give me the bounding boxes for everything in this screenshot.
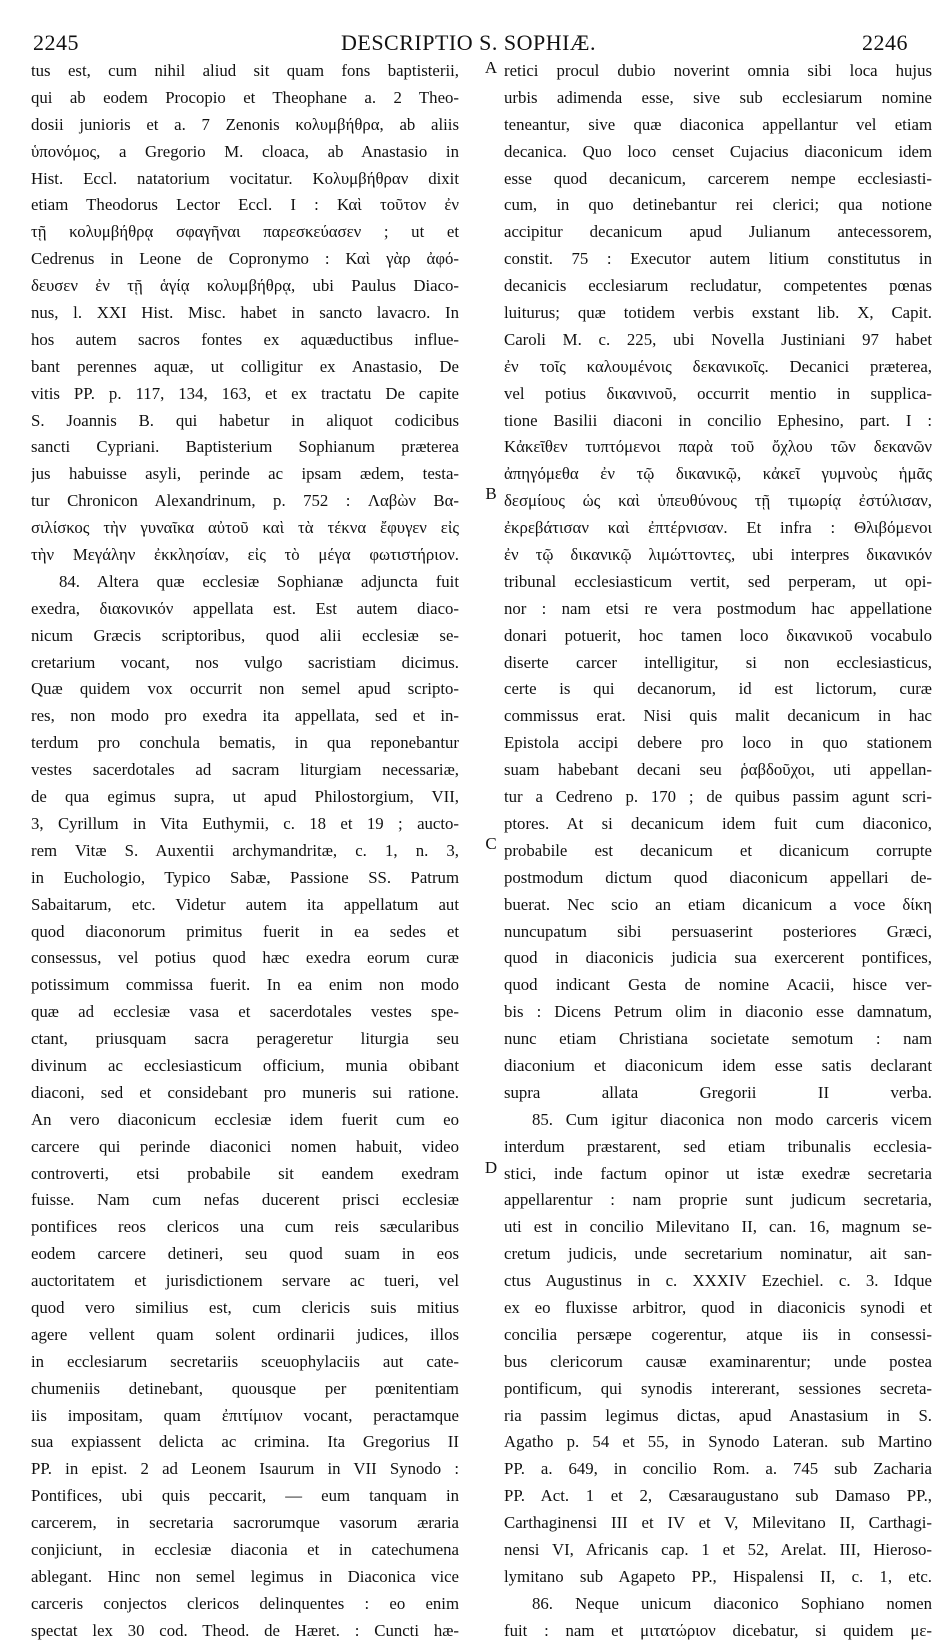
text-line: teneantur, sive quæ diaconica appellantur vel etiam bbox=[504, 114, 932, 134]
text-line: ἀπηγόμεθα ἐν τῷ δικανικῷ, κἀκεῖ γυμνοὺς ἡμᾶς bbox=[504, 464, 932, 484]
text-line: in Euchologio, Typico Sabæ, Passione SS. Patrum bbox=[31, 867, 459, 887]
text-line: sua expiassent delicta ac crimina. Ita Gregorius II bbox=[31, 1432, 459, 1452]
text-line: agere vellent quam solent ordinarii judices, illos bbox=[31, 1324, 459, 1344]
text-line: tus est, cum nihil aliud sit quam fons baptisterii, bbox=[31, 61, 459, 80]
text-line: res, non modo pro exedra ita appellata, sed et in- bbox=[31, 706, 459, 726]
text-line: buerat. Nec scio an etiam dicanicum a voce δίκη bbox=[504, 894, 932, 914]
text-line: σιλίσκος τὴν γυναῖκα αὐτοῦ καὶ τὰ τέκνα ἔφυγεν εἰς bbox=[31, 518, 459, 538]
text-line: PP. in epist. 2 ad Leonem Isaurum in VII Synodo : bbox=[31, 1459, 459, 1479]
left-column bbox=[31, 58, 459, 1645]
text-line: S. Joannis B. qui habetur in aliquot codicibus bbox=[31, 410, 459, 430]
text-line: Cedrenus in Leone de Copronymo : Καὶ γὰρ ἀφό- bbox=[31, 249, 459, 269]
text-line: diaconium et diaconicum idem esse satis declarant bbox=[504, 1055, 932, 1075]
text-line: quod in diaconicis judicia sua exercerent pontifices, bbox=[504, 948, 932, 968]
text-line: auctoritatem et jurisdictionem servare ac tueri, vel bbox=[31, 1271, 459, 1291]
text-line: constit. 75 : Executor autem litium constitutus in bbox=[504, 249, 932, 269]
margin-letter-d: D bbox=[484, 1158, 498, 1177]
text-line: 84. Altera quæ ecclesiæ Sophianæ adjuncta fuit bbox=[59, 571, 459, 591]
text-line: decanica. Quo loco censet Cujacius diaconicum idem bbox=[504, 141, 932, 161]
text-line: Quæ quidem vox occurrit non semel apud scripto- bbox=[31, 679, 459, 699]
text-line: potissimum commissa fuerit. In ea enim non modo bbox=[31, 975, 459, 995]
text-line: certe is qui decanorum, id est lictorum, curæ bbox=[504, 679, 932, 699]
text-line: in ecclesiarum secretariis sceuophylaciis aut cate- bbox=[31, 1351, 459, 1371]
text-line: fuisse. Nam cum nefas ducerent prisci ecclesiæ bbox=[31, 1190, 459, 1210]
text-line: tione Basilii diaconi in concilio Ephesino, part. I : bbox=[504, 410, 932, 430]
text-line: τῇ κολυμβήθρᾳ σφαγῆναι παρεσκεύασεν ; ut et bbox=[31, 222, 459, 242]
text-line: tur a Cedreno p. 170 ; de quibus passim agunt scri- bbox=[504, 787, 932, 807]
text-line: appellarentur : nam proprie sunt judicum secretaria, bbox=[504, 1190, 932, 1210]
text-line: Agatho p. 54 et 55, in Synodo Lateran. sub Martino bbox=[504, 1432, 932, 1452]
text-line: nuncupatum sibi persuaserint posteriores Græci, bbox=[504, 921, 932, 941]
text-line: commissus erat. Nisi quis malit decanicum in hac bbox=[504, 706, 932, 726]
text-line: diserte carcer intelligitur, si non ecclesiasticus, bbox=[504, 652, 932, 672]
text-line: pontificum, qui synodis intererant, sessiones secreta- bbox=[504, 1378, 932, 1398]
text-line: Caroli M. c. 225, ubi Novella Justiniani 97 habet bbox=[504, 329, 932, 349]
text-line: PP. a. 649, in concilio Rom. a. 745 sub Zacharia bbox=[504, 1459, 932, 1479]
text-line: nicum Græcis scriptoribus, quod alii ecclesiæ se- bbox=[31, 625, 459, 645]
text-line: terdum pro conchula bematis, in qua reponebantur bbox=[31, 733, 459, 753]
text-line: tur Chronicon Alexandrinum, p. 752 : Λαβὼν Βα- bbox=[31, 491, 459, 511]
text-line: urbis adimenda esse, sive sub ecclesiarum nomine bbox=[504, 87, 932, 107]
text-line: accipitur decanicum apud Julianum antecessorem, bbox=[504, 222, 932, 242]
text-line: ctant, priusquam sacra perageretur liturgia seu bbox=[31, 1029, 459, 1049]
text-line: esse quod decanicum, carcerem nempe ecclesiasti- bbox=[504, 168, 932, 188]
text-line: nor : nam etsi re vera postmodum hac appellatione bbox=[504, 598, 932, 618]
text-line: diaconi, sed et considebant pro muneris sui ratione. bbox=[31, 1082, 459, 1102]
text-line: decanicis ecclesiarum recludatur, competentes pœnas bbox=[504, 276, 932, 296]
text-line: carcerem, in secretaria sacrorumque vasorum æraria bbox=[31, 1513, 459, 1533]
text-line: carcere qui perinde diaconici nomen habuit, video bbox=[31, 1136, 459, 1156]
text-line: exedra, διακονικόν appellata est. Est autem diaco- bbox=[31, 598, 459, 618]
margin-letter-a: A bbox=[484, 58, 498, 77]
margin-letter-b: B bbox=[485, 484, 497, 503]
text-line: bant perennes aquæ, ut colligitur ex Anastasio, De bbox=[31, 356, 459, 376]
text-line: PP. Act. 1 et 2, Cæsaraugustano sub Damaso PP., bbox=[504, 1486, 932, 1506]
text-line: vestes sacerdotales ad sacram liturgiam necessariæ, bbox=[31, 760, 459, 780]
text-line: rem Vitæ S. Auxentii archymandritæ, c. 1, n. 3, bbox=[31, 840, 459, 860]
text-line: cretarium vocant, nos vulgo sacristiam dicimus. bbox=[31, 652, 459, 672]
text-line: vel potius δικανινοῦ, occurrit mentio in supplica- bbox=[504, 383, 932, 403]
text-line: ἐν τοῖς καλουμένοις δεκανικοῖς. Decanici præterea, bbox=[504, 356, 932, 376]
text-line: lymitano sub Agapeto PP., Hispalensi II, c. 1, etc. bbox=[504, 1566, 932, 1586]
text-line: δευσεν ἐν τῇ ἁγίᾳ κολυμβήθρᾳ, ubi Paulus Diaco- bbox=[31, 276, 459, 296]
text-line: ablegant. Hinc non semel legimus in Diaconica vice bbox=[31, 1566, 459, 1586]
text-line: ὑπονόμος, a Gregorio M. cloaca, ab Anastasio in bbox=[31, 141, 459, 161]
text-line: eodem carcere detineri, seu quod suam in eos bbox=[31, 1244, 459, 1264]
text-line: etiam Theodorus Lector Eccl. I : Καὶ τοῦτον ἐν bbox=[31, 195, 459, 215]
text-line: retici procul dubio noverint omnia sibi loca hujus bbox=[504, 61, 932, 80]
text-line: stici, inde factum opinor ut istæ exedræ secretaria bbox=[504, 1163, 932, 1183]
text-line: hos autem sacros fontes ex aquæductibus influe- bbox=[31, 329, 459, 349]
margin-letter-c: C bbox=[485, 834, 497, 853]
text-line: de qua egimus supra, ut apud Philostorgium, VII, bbox=[31, 787, 459, 807]
text-line: concilia persæpe cogerentur, atque iis in consessi- bbox=[504, 1324, 932, 1344]
text-line: qui ab eodem Procopio et Theophane a. 2 Theo- bbox=[31, 87, 459, 107]
text-line: nus, l. XXI Hist. Misc. habet in sancto lavacro. In bbox=[31, 303, 459, 323]
text-line: suam habebant decani seu ῥαβδοῦχοι, uti appellan- bbox=[504, 760, 932, 780]
text-line: Carthaginensi III et IV et V, Milevitano II, Carthagi- bbox=[504, 1513, 932, 1533]
text-line: jus habuisse asyli, perinde ac ipsam ædem, testa- bbox=[31, 464, 459, 484]
text-line: supra allata Gregorii II verba. bbox=[504, 1082, 932, 1102]
running-header bbox=[25, 22, 912, 58]
text-line: bus clericorum causæ examinarentur; unde postea bbox=[504, 1351, 932, 1371]
text-line: cretum judicis, unde secretarium nominatur, ait san- bbox=[504, 1244, 932, 1264]
text-line: spectat lex 30 cod. Theod. de Hæret. : Cuncti hæ- bbox=[31, 1620, 459, 1640]
text-line: Sabaitarum, etc. Videtur autem ita appellatum aut bbox=[31, 894, 459, 914]
text-line: Epistola accipi debere pro loco in quo stationem bbox=[504, 733, 932, 753]
text-line: interdum præstarent, sed etiam tribunalis ecclesia- bbox=[504, 1136, 932, 1156]
text-line: sancti Cypriani. Baptisterium Sophianum præterea bbox=[31, 437, 459, 457]
text-line: Κἀκεῖθεν τυπτόμενοι παρὰ τοῦ ὄχλου τῶν δεκανῶν bbox=[504, 437, 932, 457]
text-line: An vero diaconicum ecclesiæ idem fuerit cum eo bbox=[31, 1109, 459, 1129]
text-line: divinum ac ecclesiasticum officium, munia obibant bbox=[31, 1055, 459, 1075]
text-line: Pontifices, ubi quis peccarit, — eum tanquam in bbox=[31, 1486, 459, 1506]
text-line: luiturus; quæ totidem verbis exstant lib. X, Capit. bbox=[504, 303, 932, 323]
page-number-left: 2245 bbox=[33, 30, 79, 55]
text-line: iis impositam, quam ἐπιτίμιον vocant, peractamque bbox=[31, 1405, 459, 1425]
text-line: uti est in concilio Milevitano II, can. 16, magnum se- bbox=[504, 1217, 932, 1237]
text-line: probabile est decanicum et dicanicum corrupte bbox=[504, 840, 932, 860]
text-columns bbox=[25, 58, 932, 1640]
text-line: ex eo fluxisse arbitror, quod in diaconicis synodi et bbox=[504, 1297, 932, 1317]
text-line: cum, in quo detinebantur rei clerici; qua notione bbox=[504, 195, 932, 215]
text-line: quod indicant Gesta de nomine Acacii, hisce ver- bbox=[504, 975, 932, 995]
text-line: quod diaconorum primitus fuerit in ea sedes et bbox=[31, 921, 459, 941]
text-line: ἐκρεβάτισαν καὶ ἐπτέρνισαν. Et infra : Θλιβόμενοι bbox=[504, 518, 932, 538]
text-line: quod vero similius est, cum clericis suis mitius bbox=[31, 1297, 459, 1317]
text-line: ria passim legimus dictas, apud Anastasium in S. bbox=[504, 1405, 932, 1425]
text-line: dosii junioris et a. 7 Zenonis κολυμβήθρα, ab aliis bbox=[31, 114, 459, 134]
running-title: DESCRIPTIO S. SOPHIÆ. bbox=[341, 30, 596, 55]
text-line: nensi VI, Africanis cap. 1 et 52, Arelat. III, Hieroso- bbox=[504, 1539, 932, 1559]
text-line: ptores. At si decanicum idem fuit cum diaconico, bbox=[504, 813, 932, 833]
text-line: fuit : nam et μιτατώριον dicebatur, si quidem με- bbox=[504, 1620, 932, 1640]
text-line: chumeniis detinebant, quousque per pœnitentiam bbox=[31, 1378, 459, 1398]
text-line: pontifices reos clericos una cum reis sæcularibus bbox=[31, 1217, 459, 1237]
text-line: nunc etiam Christiana societate semotum : nam bbox=[504, 1029, 932, 1049]
text-line: 3, Cyrillum in Vita Euthymii, c. 18 et 19 ; aucto- bbox=[31, 813, 459, 833]
text-line: conjiciunt, in ecclesiæ diaconia et in catechumena bbox=[31, 1539, 459, 1559]
text-line: ctus Augustinus in c. XXXIV Ezechiel. c. 3. Idque bbox=[504, 1271, 932, 1291]
text-line: Hist. Eccl. natatorium vocitatur. Κολυμβήθραν dixit bbox=[31, 168, 459, 188]
text-line: quæ ad ecclesiæ vasa et sacerdotales vestes spe- bbox=[31, 1002, 459, 1022]
text-line: controverti, etsi probabile sit eandem exedram bbox=[31, 1163, 459, 1183]
text-line: consessus, vel potius quod hæc exedra eorum curæ bbox=[31, 948, 459, 968]
text-line: δεσμίους ὡς καὶ ὑπευθύνους τῇ τιμωρίᾳ ἐστύλισαν, bbox=[504, 491, 932, 511]
right-column bbox=[504, 58, 932, 1645]
page-number-right: 2246 bbox=[862, 30, 908, 55]
text-line: tribunal ecclesiasticum vertit, sed perperam, ut opi- bbox=[504, 571, 932, 591]
text-line: donari potuerit, hoc tamen loco δικανικοῦ vocabulo bbox=[504, 625, 932, 645]
text-line: 85. Cum igitur diaconica non modo carceris vicem bbox=[532, 1109, 932, 1129]
text-line: vitis PP. p. 117, 134, 163, et ex tractatu De capite bbox=[31, 383, 459, 403]
text-line: bis : Dicens Petrum olim in diaconio esse damnatum, bbox=[504, 1002, 932, 1022]
text-line: τὴν Μεγάλην ἐκκλησίαν, εἰς τὸ μέγα φωτιστήριον. bbox=[31, 545, 459, 565]
text-line: postmodum dictum quod diaconicum appellari de- bbox=[504, 867, 932, 887]
text-line: carceris conjectos clericos delinquentes : eo enim bbox=[31, 1593, 459, 1613]
text-line: ἐν τῷ δικανικῷ λιμώττοντες, ubi interpres δικανικόν bbox=[504, 545, 932, 565]
text-line: 86. Neque unicum diaconico Sophiano nomen bbox=[532, 1593, 932, 1613]
